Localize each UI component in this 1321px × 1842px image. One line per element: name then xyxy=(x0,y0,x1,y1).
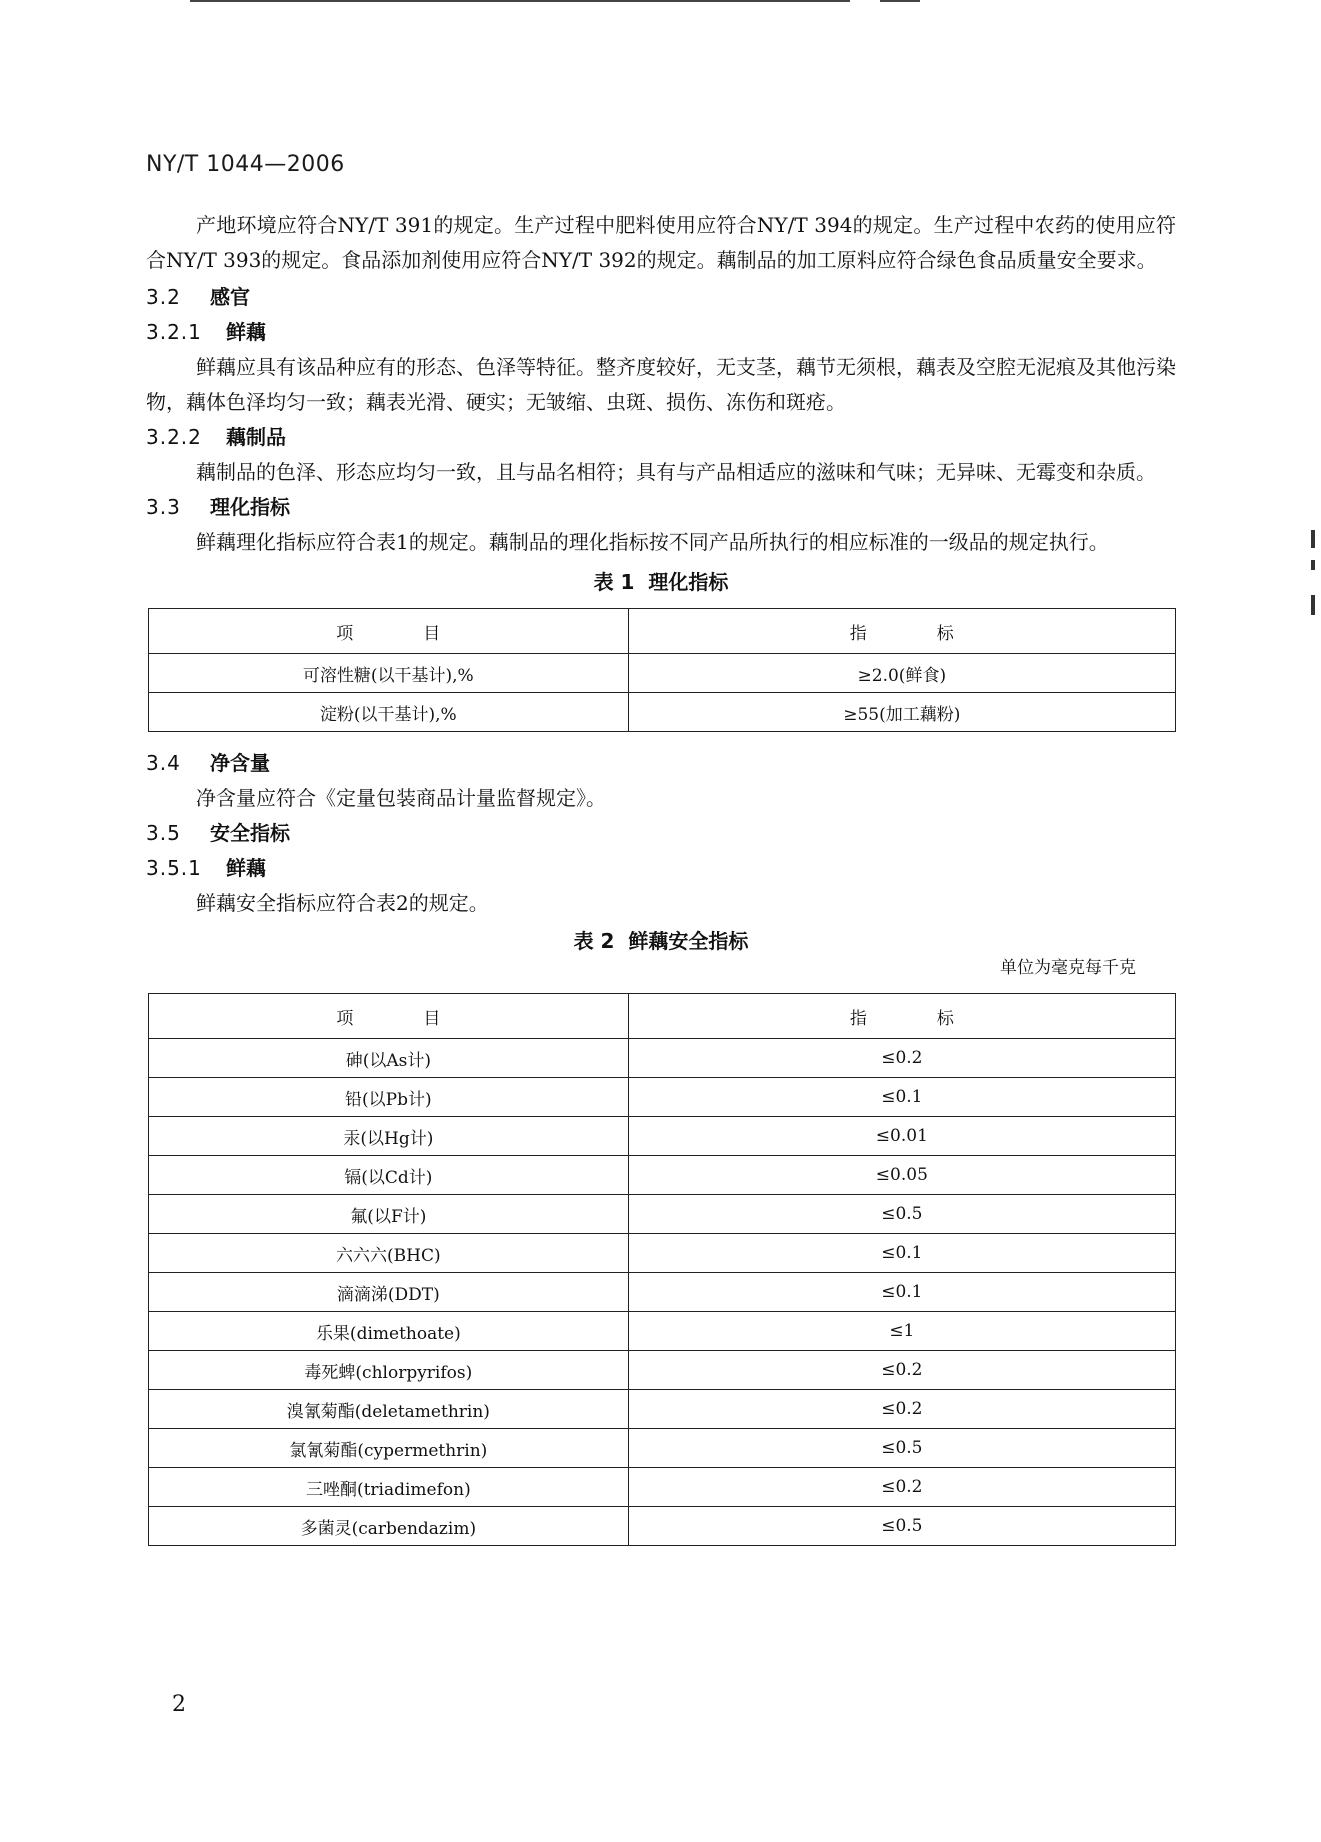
table-cell-value: ≤0.5 xyxy=(628,1507,1175,1546)
section-3-2-1-heading xyxy=(146,315,1176,350)
table-cell-item: 铅(以Pb计) xyxy=(149,1078,629,1117)
section-3-3-text: 鲜藕理化指标应符合表1的规定。藕制品的理化指标按不同产品所执行的相应标准的一级品的规定执行。 xyxy=(196,530,1109,554)
table-row xyxy=(149,1429,1176,1468)
table-cell-value: ≤0.5 xyxy=(628,1429,1175,1468)
section-title: 净含量 xyxy=(210,751,270,775)
section-3-2-2-text: 藕制品的色泽、形态应均匀一致，且与品名相符；具有与产品相适应的滋味和气味；无异味、无霉变和杂质。 xyxy=(196,460,1156,484)
section-title: 感官 xyxy=(210,285,250,309)
section-number: 3.4 xyxy=(146,751,181,775)
table-cell-value: ≤0.1 xyxy=(628,1078,1175,1117)
section-3-4-heading xyxy=(146,746,1176,781)
table-row xyxy=(149,1351,1176,1390)
table1-title: 表 1 理化指标 xyxy=(593,570,729,594)
section-3-5-heading xyxy=(146,816,1176,851)
section-title: 鲜藕 xyxy=(226,856,266,880)
section-number: 3.2.2 xyxy=(146,425,202,449)
table-cell-value: ≤0.01 xyxy=(628,1117,1175,1156)
table-cell-item: 砷(以As计) xyxy=(149,1039,629,1078)
table-row xyxy=(149,1156,1176,1195)
section-number: 3.2.1 xyxy=(146,320,202,344)
table-cell-item: 氟(以F计) xyxy=(149,1195,629,1234)
page-number: 2 xyxy=(172,1692,186,1717)
table2-safety xyxy=(148,993,1176,1546)
table-row xyxy=(149,1117,1176,1156)
table-cell-item: 多菌灵(carbendazim) xyxy=(149,1507,629,1546)
top-rule-segment xyxy=(190,0,850,2)
table2-unit: 单位为毫克每千克 xyxy=(1000,958,1136,978)
table-row xyxy=(149,693,1176,732)
table-row xyxy=(149,1039,1176,1078)
standard-code: NY/T 1044—2006 xyxy=(146,152,345,177)
table-cell-item: 淀粉(以干基计),% xyxy=(149,693,629,732)
table-cell-item: 氯氰菊酯(cypermethrin) xyxy=(149,1429,629,1468)
table-cell-value: ≤0.2 xyxy=(628,1351,1175,1390)
scan-edge-mark xyxy=(1311,595,1315,615)
table-cell-item: 乐果(dimethoate) xyxy=(149,1312,629,1351)
section-title: 藕制品 xyxy=(226,425,286,449)
table2-title: 表 2 鲜藕安全指标 xyxy=(573,929,749,953)
table-cell-item: 三唑酮(triadimefon) xyxy=(149,1468,629,1507)
section-3-3-heading xyxy=(146,490,1176,525)
table-cell-item: 汞(以Hg计) xyxy=(149,1117,629,1156)
section-3-5-1-text: 鲜藕安全指标应符合表2的规定。 xyxy=(196,891,489,915)
section-3-2-1-text: 鲜藕应具有该品种应有的形态、色泽等特征。整齐度较好，无支茎，藕节无须根，藕表及空腔无泥痕及其他污染物，藕体色泽均匀一致；藕表光滑、硬实；无皱缩、虫斑、损伤、冻伤和斑疮。 xyxy=(146,355,1176,414)
top-rule-segment xyxy=(880,0,920,2)
table-cell-value: ≤1 xyxy=(628,1312,1175,1351)
header-value: 指 标 xyxy=(628,609,1175,654)
table-row xyxy=(149,1234,1176,1273)
section-number: 3.5 xyxy=(146,821,181,845)
section-number: 3.3 xyxy=(146,495,181,519)
table1-physicochemical xyxy=(148,608,1176,732)
table-cell-value: ≥2.0(鲜食) xyxy=(628,654,1175,693)
table-row xyxy=(149,1078,1176,1117)
table-cell-item: 可溶性糖(以干基计),% xyxy=(149,654,629,693)
section-3-4-text: 净含量应符合《定量包装商品计量监督规定》。 xyxy=(196,786,606,810)
table-row xyxy=(149,654,1176,693)
section-3-2-2-heading xyxy=(146,420,1176,455)
table-cell-item: 镉(以Cd计) xyxy=(149,1156,629,1195)
table-header-row xyxy=(149,609,1176,654)
table-row xyxy=(149,1273,1176,1312)
table-cell-value: ≤0.2 xyxy=(628,1390,1175,1429)
section-title: 理化指标 xyxy=(210,495,290,519)
section-number: 3.5.1 xyxy=(146,856,202,880)
header-item: 项 目 xyxy=(149,609,629,654)
table-cell-value: ≤0.1 xyxy=(628,1234,1175,1273)
section-title: 鲜藕 xyxy=(226,320,266,344)
table-cell-item: 毒死蜱(chlorpyrifos) xyxy=(149,1351,629,1390)
table-row xyxy=(149,1312,1176,1351)
table-cell-value: ≥55(加工藕粉) xyxy=(628,693,1175,732)
document-body xyxy=(146,208,1176,1546)
table-cell-item: 溴氰菊酯(deletamethrin) xyxy=(149,1390,629,1429)
table-cell-value: ≤0.05 xyxy=(628,1156,1175,1195)
table-row xyxy=(149,1507,1176,1546)
table-header-row xyxy=(149,994,1176,1039)
header-value: 指 标 xyxy=(628,994,1175,1039)
table-cell-value: ≤0.2 xyxy=(628,1039,1175,1078)
table-cell-item: 六六六(BHC) xyxy=(149,1234,629,1273)
top-scan-rule xyxy=(0,0,1321,2)
table-cell-item: 滴滴涕(DDT) xyxy=(149,1273,629,1312)
table-row xyxy=(149,1390,1176,1429)
table-cell-value: ≤0.5 xyxy=(628,1195,1175,1234)
table-row xyxy=(149,1195,1176,1234)
section-title: 安全指标 xyxy=(210,821,290,845)
table-row xyxy=(149,1468,1176,1507)
table-cell-value: ≤0.1 xyxy=(628,1273,1175,1312)
intro-paragraph: 产地环境应符合NY/T 391的规定。生产过程中肥料使用应符合NY/T 394的规定。生产过程中农药的使用应符合NY/T 393的规定。食品添加剂使用应符合NY/T 392的规定。藕制品的加工原料应符合绿色食品质量安全要求。 xyxy=(146,213,1176,272)
section-3-2-heading xyxy=(146,280,1176,315)
header-item: 项 目 xyxy=(149,994,629,1039)
section-3-5-1-heading xyxy=(146,851,1176,886)
section-number: 3.2 xyxy=(146,285,181,309)
table-cell-value: ≤0.2 xyxy=(628,1468,1175,1507)
scan-edge-mark xyxy=(1311,530,1315,548)
scan-edge-mark xyxy=(1311,560,1315,570)
